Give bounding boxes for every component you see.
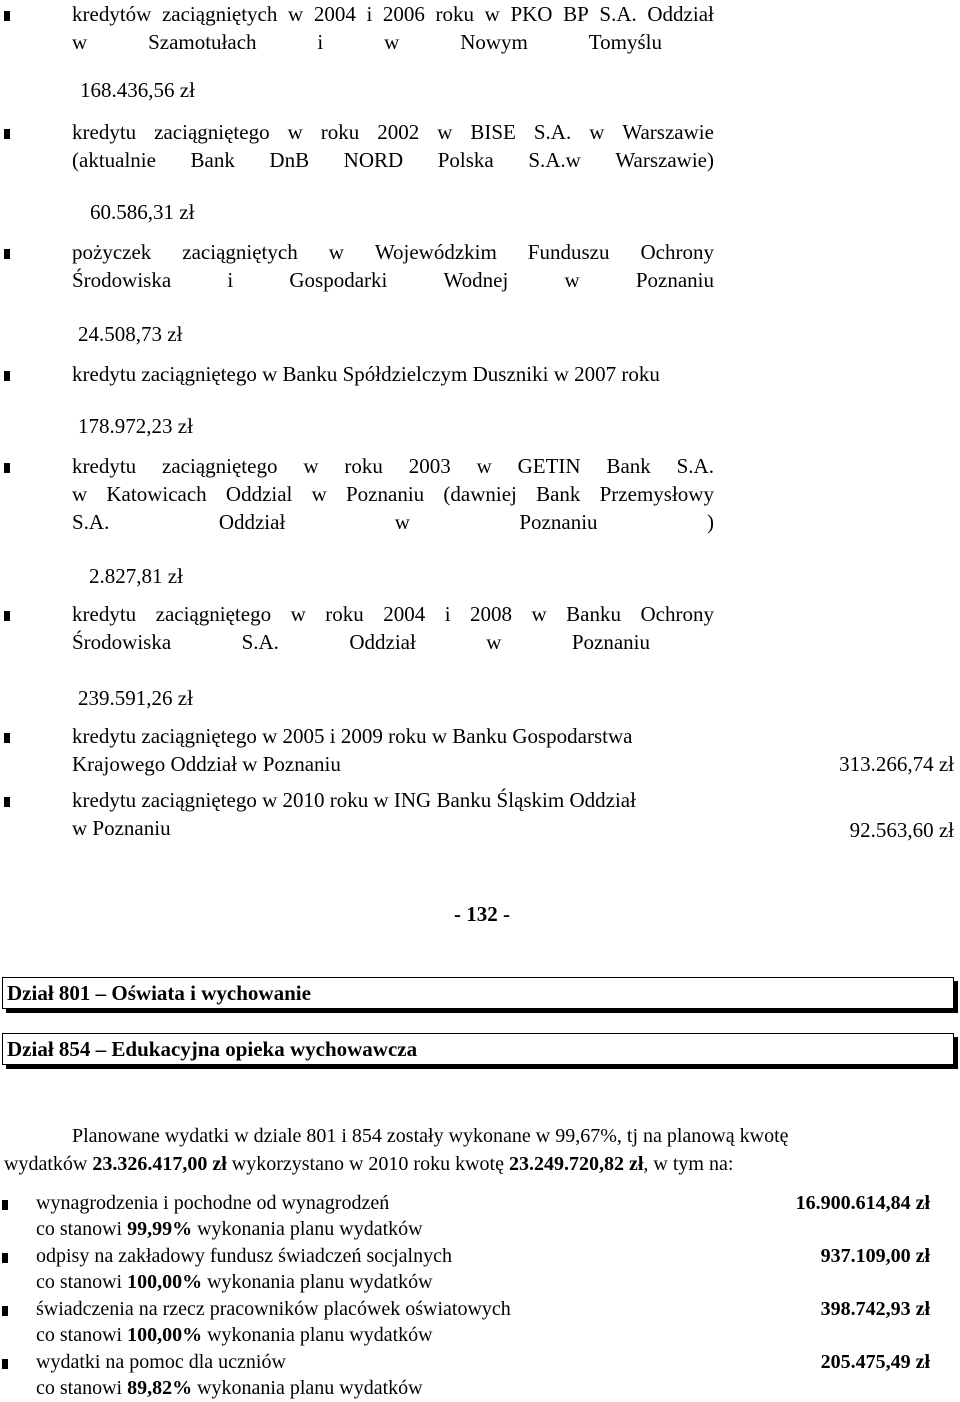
credit-word: Ochrony <box>640 602 714 626</box>
credit-amount: 239.591,26 zł <box>78 686 193 710</box>
credit-amount: 24.508,73 zł <box>78 322 183 346</box>
bullet-icon <box>4 733 10 743</box>
credit-amount: 92.563,60 zł <box>849 818 954 842</box>
credit-word: w <box>288 2 304 26</box>
credit-description-line <box>72 452 714 480</box>
credit-word: kredytu <box>72 454 137 478</box>
credit-word: (dawniej <box>443 482 517 506</box>
credit-word: Bank <box>190 148 235 172</box>
credit-description-line <box>72 722 632 750</box>
bullet-icon <box>4 371 10 381</box>
credit-word: S.A. <box>599 2 637 26</box>
credit-word: Oddział <box>218 510 286 534</box>
credit-description-line <box>72 0 714 28</box>
credit-word: Poznaniu <box>635 268 714 292</box>
credit-word: (aktualnie <box>72 148 156 172</box>
intro-line-1-text: Planowane wydatki w dziale 801 i 854 zostały wykonane w 99,67%, tj na planową kwotę <box>72 1125 789 1147</box>
bullet-icon <box>4 11 10 21</box>
expense-label: wydatki na pomoc dla uczniów <box>36 1351 286 1373</box>
credit-description-line <box>72 266 714 294</box>
credit-word: Oddział <box>349 630 416 654</box>
credit-word: Środowiska <box>72 268 172 292</box>
credit-description-line <box>72 628 650 656</box>
credit-word: Środowiska <box>72 630 172 654</box>
credit-word: zaciągniętego <box>155 602 272 626</box>
credit-word: PKO <box>510 2 553 26</box>
credit-word: w <box>589 120 605 144</box>
credit-word: Nowym <box>460 30 528 54</box>
credit-word: w <box>394 510 410 534</box>
credit-word: Tomyślu <box>588 30 662 54</box>
credit-word: Ochrony <box>640 240 714 264</box>
credit-word: ) <box>706 510 714 534</box>
credit-word: Wodnej <box>443 268 509 292</box>
expense-label: odpisy na zakładowy fundusz świadczeń socjalnych <box>36 1245 452 1267</box>
credit-amount: 313.266,74 zł <box>839 752 954 776</box>
credit-description-line <box>72 508 714 536</box>
credit-word: 2003 <box>408 454 451 478</box>
expense-amount: 205.475,49 zł <box>820 1351 930 1373</box>
credit-word: i <box>227 268 234 292</box>
bullet-icon <box>2 1253 8 1263</box>
bullet-icon <box>2 1200 8 1210</box>
credit-word: w <box>384 30 400 54</box>
execution-suffix: wykonania planu wydatków <box>192 1377 423 1399</box>
section-header-854 <box>2 1033 954 1065</box>
execution-percent: 100,00% <box>127 1324 203 1346</box>
bullet-icon <box>2 1359 8 1369</box>
credit-word: Banku <box>566 602 621 626</box>
credit-word: S.A.w <box>528 148 581 172</box>
credit-word: Warszawie <box>622 120 714 144</box>
credit-word: Gospodarki <box>289 268 388 292</box>
intro-text-c: wykorzystano w 2010 roku kwotę <box>226 1153 509 1175</box>
credit-word: w <box>564 268 580 292</box>
intro-text-a: wydatków <box>4 1153 93 1175</box>
credit-word: roku <box>320 120 360 144</box>
credit-word: kredytu zaciągniętego w Banku Spółdzielczym Duszniki w 2007 roku <box>72 362 660 386</box>
credit-word: Oddział <box>647 2 714 26</box>
bullet-icon <box>2 1306 8 1316</box>
credit-word: 2006 <box>382 2 425 26</box>
credit-word: w <box>476 454 492 478</box>
credit-word: DnB <box>269 148 310 172</box>
credit-word: roku <box>325 602 364 626</box>
credit-word: BISE <box>470 120 516 144</box>
execution-prefix: co stanowi <box>36 1218 128 1240</box>
expense-execution <box>36 1216 423 1243</box>
execution-percent: 89,82% <box>127 1377 193 1399</box>
credit-word: i <box>366 2 373 26</box>
execution-percent: 99,99% <box>127 1218 193 1240</box>
credit-word: pożyczek <box>72 240 152 264</box>
section-header-801 <box>2 977 954 1009</box>
bullet-icon <box>4 129 10 139</box>
credit-word: 2004 <box>313 2 356 26</box>
credit-word: w <box>72 30 88 54</box>
credit-word: 2004 <box>383 602 426 626</box>
credit-word: Krajowego Oddział w Poznaniu <box>72 752 341 776</box>
credit-word: w <box>303 454 319 478</box>
credit-description-line <box>72 118 714 146</box>
credit-word: w <box>290 602 306 626</box>
execution-suffix: wykonania planu wydatków <box>192 1218 423 1240</box>
intro-line-1 <box>72 1123 789 1150</box>
credit-description-line <box>72 480 714 508</box>
expense-execution <box>36 1375 423 1402</box>
credit-word: S.A. <box>533 120 572 144</box>
spent-amount: 23.249.720,82 zł <box>508 1153 644 1175</box>
credit-word: Katowicach <box>106 482 207 506</box>
credit-word: w <box>437 120 453 144</box>
credit-word: Polska <box>437 148 494 172</box>
expense-amount: 937.109,00 zł <box>820 1245 930 1267</box>
credit-word: Poznaniu <box>571 630 650 654</box>
credit-word: Oddzial <box>225 482 293 506</box>
credit-description-line <box>72 600 714 628</box>
credit-description-line <box>72 146 714 174</box>
credit-description-line <box>72 750 341 778</box>
credit-word: S.A. <box>241 630 279 654</box>
bullet-icon <box>4 611 10 621</box>
credit-word: i <box>317 30 324 54</box>
credit-word: S.A. <box>72 510 110 534</box>
credit-amount: 60.586,31 zł <box>90 200 195 224</box>
expense-label: wynagrodzenia i pochodne od wynagrodzeń <box>36 1192 390 1214</box>
credit-word: w <box>484 2 500 26</box>
credit-word: kredytu <box>72 602 137 626</box>
credit-word: Warszawie) <box>615 148 714 172</box>
credit-word: kredytów <box>72 2 152 26</box>
credit-word: w <box>531 602 547 626</box>
credit-word: Przemysłowy <box>599 482 714 506</box>
credit-description-line <box>72 238 714 266</box>
credit-word: Funduszu <box>527 240 610 264</box>
credit-word: zaciągniętego <box>162 454 278 478</box>
credit-word: Bank <box>536 482 581 506</box>
bullet-icon <box>4 797 10 807</box>
credit-word: BP <box>563 2 589 26</box>
credit-word: 2002 <box>377 120 420 144</box>
section-title-801: Dział 801 – Oświata i wychowanie <box>7 981 311 1005</box>
credit-word: Szamotułach <box>148 30 257 54</box>
execution-suffix: wykonania planu wydatków <box>202 1271 433 1293</box>
intro-line-2 <box>4 1151 733 1178</box>
planned-amount: 23.326.417,00 zł <box>92 1153 227 1175</box>
execution-prefix: co stanowi <box>36 1271 128 1293</box>
credit-description-line <box>72 814 171 842</box>
credit-word: w <box>486 630 502 654</box>
expense-label: świadczenia na rzecz pracowników placówek oświatowych <box>36 1298 511 1320</box>
credit-word: w Poznaniu <box>72 816 171 840</box>
credit-word: kredytu zaciągniętego w 2005 i 2009 roku w Banku Gospodarstwa <box>72 724 633 748</box>
credit-amount: 178.972,23 zł <box>78 414 193 438</box>
credit-word: Bank <box>606 454 651 478</box>
expense-execution <box>36 1322 433 1349</box>
credit-word: zaciągniętych <box>182 240 298 264</box>
credit-word: Poznaniu <box>519 510 598 534</box>
expense-amount: 398.742,93 zł <box>820 1298 930 1320</box>
credit-word: NORD <box>343 148 404 172</box>
credit-word: i <box>444 602 451 626</box>
credit-description-line <box>72 786 636 814</box>
bullet-icon <box>4 249 10 259</box>
execution-prefix: co stanowi <box>36 1324 128 1346</box>
credit-word: S.A. <box>676 454 714 478</box>
credit-description-line <box>72 28 662 56</box>
credit-word: Poznaniu <box>346 482 425 506</box>
credit-word: Wojewódzkim <box>374 240 497 264</box>
credit-word: zaciągniętych <box>161 2 278 26</box>
credit-word: 2008 <box>470 602 513 626</box>
credit-amount: 168.436,56 zł <box>80 78 195 102</box>
credit-word: kredytu zaciągniętego w 2010 roku w ING Banku Śląskim Oddział <box>72 788 636 812</box>
section-title-854: Dział 854 – Edukacyjna opieka wychowawcza <box>7 1037 418 1061</box>
execution-percent: 100,00% <box>127 1271 203 1293</box>
credit-word: w <box>287 120 303 144</box>
expense-execution <box>36 1269 433 1296</box>
credit-word: w <box>311 482 327 506</box>
credit-amount: 2.827,81 zł <box>89 564 183 588</box>
credit-word: w <box>328 240 344 264</box>
expense-amount: 16.900.614,84 zł <box>795 1192 930 1214</box>
execution-prefix: co stanowi <box>36 1377 128 1399</box>
bullet-icon <box>4 463 10 473</box>
credit-word: roku <box>435 2 475 26</box>
credit-description-line <box>72 360 660 388</box>
credit-word: kredytu <box>72 120 137 144</box>
credit-word: w <box>72 482 88 506</box>
intro-text-e: , w tym na: <box>643 1153 734 1175</box>
credit-word: GETIN <box>517 454 581 478</box>
execution-suffix: wykonania planu wydatków <box>202 1324 433 1346</box>
credit-word: zaciągniętego <box>154 120 270 144</box>
page-number: - 132 - <box>454 902 510 926</box>
credit-word: roku <box>344 454 383 478</box>
